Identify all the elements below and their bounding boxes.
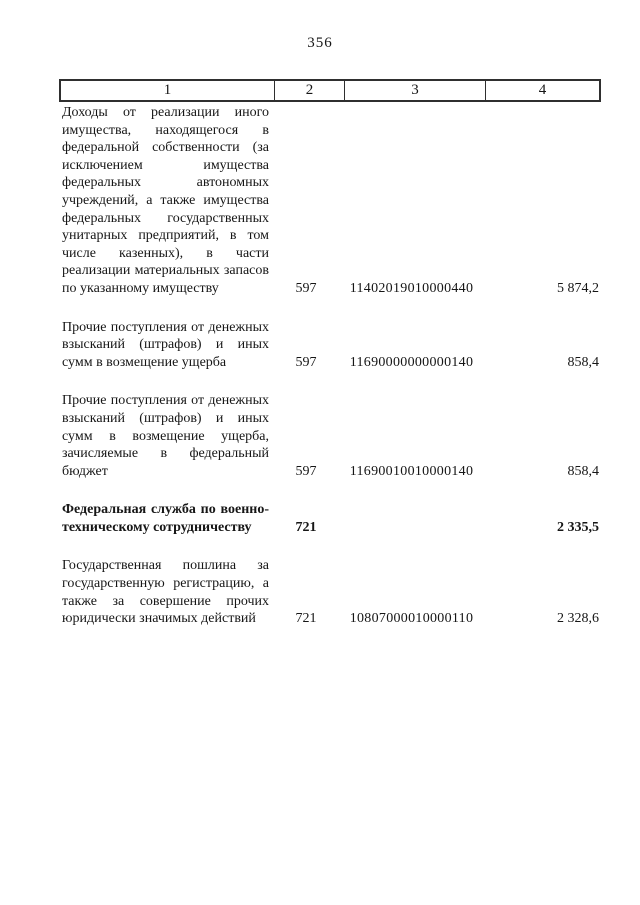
table-row (59, 319, 601, 372)
row-classification-code-cell: 11690000000000140 (349, 354, 474, 370)
row-admin-code-cell: 597 (295, 280, 317, 296)
row-amount-cell: 2 328,6 (557, 611, 599, 627)
row-classification-code-cell: 10807000010000110 (349, 611, 474, 627)
row-name-cell: Прочие поступления от денежных взысканий (штрафов) и иных сумм в возмещение ущерба (62, 319, 269, 370)
table-body (59, 104, 601, 628)
row-name-cell: Федеральная служба по военно-техническому сотрудничеству (62, 502, 269, 535)
table-row (59, 392, 601, 480)
table-row (59, 557, 601, 627)
row-classification-code-cell: 11690010010000140 (349, 463, 474, 479)
row-name-cell: Доходы от реализации иного имущества, находящегося в федеральной собственности (за исключением имущества федеральных автономных учреждений, а также имущества федеральных государственных унитарных предприятий, в том числе казенных), в части реализации материальных запасов по указанному имуществу (62, 105, 269, 296)
table-header-col-3: 3 (344, 81, 485, 100)
table-header-row (59, 79, 601, 102)
row-admin-code-cell: 721 (295, 519, 317, 535)
row-amount-cell: 858,4 (567, 354, 599, 370)
row-admin-code-cell: 597 (295, 354, 317, 370)
row-name-cell: Прочие поступления от денежных взысканий (штрафов) и иных сумм в возмещение ущерба, зачисляемые в федеральный бюджет (62, 393, 269, 479)
table-header-col-1: 1 (163, 82, 172, 98)
row-admin-code-cell: 597 (295, 463, 317, 479)
page-number: 356 (307, 35, 333, 51)
table-row (59, 104, 601, 298)
table-row (59, 501, 601, 536)
row-admin-code-cell: 721 (295, 611, 317, 627)
row-amount-cell: 2 335,5 (557, 519, 599, 535)
row-amount-cell: 858,4 (567, 463, 599, 479)
table-header-col-2: 2 (274, 81, 344, 100)
row-name-cell: Государственная пошлина за государственную регистрацию, а также за совершение прочих юридически значимых действий (62, 558, 269, 627)
row-amount-cell: 5 874,2 (557, 280, 599, 296)
row-classification-code-cell: 11402019010000440 (349, 280, 474, 296)
table-header-col-4: 4 (485, 81, 599, 100)
